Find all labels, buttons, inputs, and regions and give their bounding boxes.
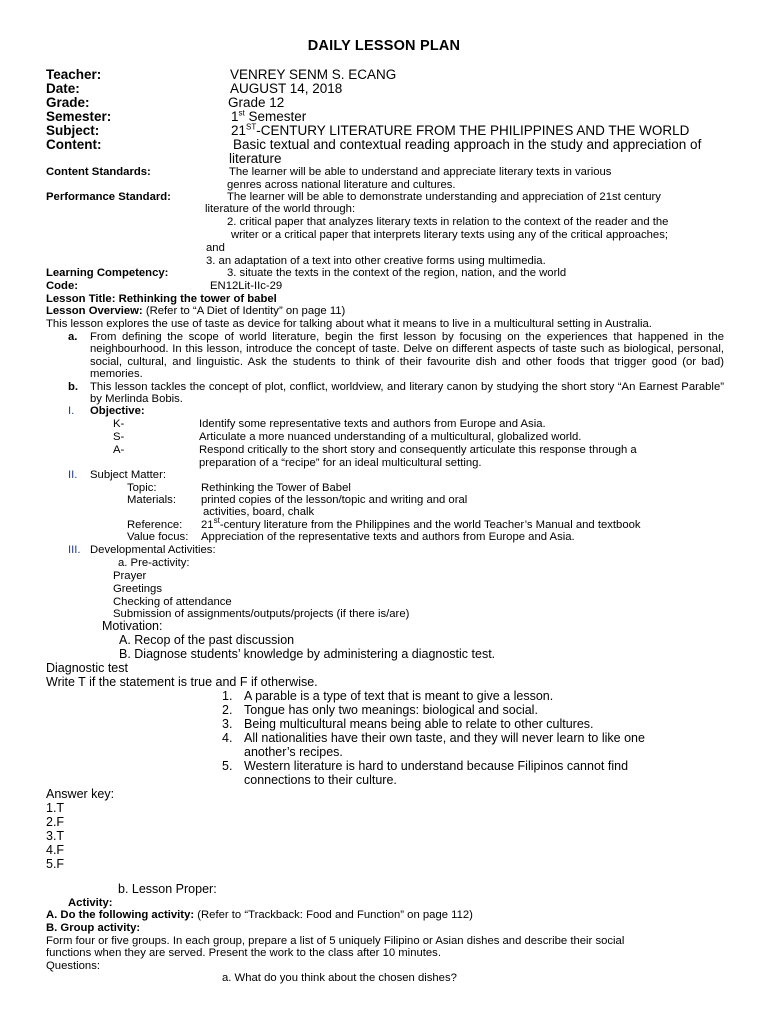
- objective-a-key: A-: [113, 444, 125, 456]
- objective-s: Articulate a more nuanced understanding of a multicultural, globalized world.: [199, 431, 582, 443]
- performance-line1: The learner will be able to demonstrate understanding and appreciation of 21st century: [227, 191, 661, 203]
- overview-a-marker: a.: [68, 331, 78, 343]
- diagnostic-item-text: A parable is a type of text that is meant to give a lesson.: [244, 689, 554, 703]
- document-title: DAILY LESSON PLAN: [307, 38, 461, 54]
- subject-matter-numeral: II.: [68, 469, 78, 481]
- topic-label: Topic:: [127, 482, 157, 494]
- activities-numeral: III.: [68, 544, 81, 556]
- content-standards-line2: genres across national literature and cultures.: [227, 179, 456, 191]
- subject-label: Subject:: [46, 123, 100, 138]
- motivation-heading: Motivation:: [102, 619, 163, 633]
- diagnostic-title: Diagnostic test: [46, 661, 128, 675]
- objective-a-line1: Respond critically to the short story and consequently articulate this response through a: [199, 444, 637, 456]
- grade-label: Grade:: [46, 95, 90, 110]
- content-value-line1: Basic textual and contextual reading approach in the study and appreciation of: [233, 137, 702, 152]
- objective-k-key: K-: [113, 418, 125, 430]
- diagnostic-item-number: 5.: [222, 759, 233, 773]
- answer-key-item: 3.T: [46, 829, 65, 843]
- semester-label: Semester:: [46, 109, 112, 124]
- diagnostic-item-text: Western literature is hard to understand because Filipinos cannot find: [244, 759, 629, 773]
- answer-key-item: 5.F: [46, 857, 65, 871]
- diagnostic-item-number: 1.: [222, 689, 233, 703]
- diagnostic-item-text: Tongue has only two meanings: biological and social.: [244, 703, 538, 717]
- pre-activity-item: Checking of attendance: [113, 596, 232, 608]
- lesson-title: Lesson Title: Rethinking the tower of babel: [46, 293, 277, 305]
- activity-a: A. Do the following activity: (Refer to “Trackback: Food and Function” on page 112): [46, 909, 473, 921]
- code-value: EN12Lit-IIc-29: [210, 280, 283, 292]
- date-label: Date:: [46, 81, 80, 96]
- answer-key-heading: Answer key:: [46, 787, 115, 801]
- diagnostic-item-text: Being multicultural means being able to relate to other cultures.: [244, 717, 594, 731]
- topic-value: Rethinking the Tower of Babel: [201, 482, 351, 494]
- value-focus-value: Appreciation of the representative texts and authors from Europe and Asia.: [201, 531, 575, 543]
- diagnostic-item-number: 4.: [222, 731, 233, 745]
- content-value-line2: literature: [229, 151, 282, 166]
- content-standards-line1: The learner will be able to understand and appreciate literary texts in various: [229, 166, 612, 178]
- performance-line2: literature of the world through:: [205, 203, 356, 215]
- objective-a-line2: preparation of a “recipe” for an ideal multicultural setting.: [199, 457, 482, 469]
- overview-b-marker: b.: [68, 381, 79, 393]
- pre-activity-heading: a. Pre-activity:: [118, 557, 190, 569]
- activity-heading: Activity:: [68, 897, 113, 909]
- lesson-overview: Lesson Overview: (Refer to “A Diet of Identity” on page 11): [46, 305, 346, 317]
- materials-line2: activities, board, chalk: [203, 506, 315, 518]
- overview-a-text: From defining the scope of world literature, begin the first lesson by focusing on the experiences that happened in the neighbourhood. In this lesson, introduce the concept of taste. Delve on different aspects of taste such as biological, personal, social, cultural, and linguistic. Ask the students to think of their favourite dish and other foods that trigger good (or bad) memories.: [90, 331, 724, 381]
- diagnostic-item-number: 2.: [222, 703, 233, 717]
- answer-key-item: 1.T: [46, 801, 65, 815]
- diagnostic-instruction: Write T if the statement is true and F if otherwise.: [46, 675, 318, 689]
- objective-k: Identify some representative texts and authors from Europe and Asia.: [199, 418, 546, 430]
- group-activity-line2: functions when they are served. Present the work to the class after 10 minutes.: [46, 947, 441, 959]
- performance-line6: 3. an adaptation of a text into other creative forms using multimedia.: [206, 255, 546, 267]
- diagnostic-item-text-continued: connections to their culture.: [244, 773, 397, 787]
- reference-label: Reference:: [127, 519, 183, 531]
- overview-b-text: This lesson tackles the concept of plot, conflict, worldview, and literary canon by studying the short story “An Earnest Parable” by Merlinda Bobis.: [90, 381, 724, 406]
- questions-heading: Questions:: [46, 960, 101, 972]
- learning-competency-label: Learning Competency:: [46, 267, 169, 279]
- answer-key-item: 4.F: [46, 843, 65, 857]
- content-standards-label: Content Standards:: [46, 166, 151, 178]
- subject-value: 21ST-CENTURY LITERATURE FROM THE PHILIPPINES AND THE WORLD: [231, 122, 690, 138]
- answer-key-item: 2.F: [46, 815, 65, 829]
- grade-value: Grade 12: [228, 95, 285, 110]
- pre-activity-item: Greetings: [113, 583, 162, 595]
- subject-matter-heading: Subject Matter:: [90, 469, 166, 481]
- teacher-label: Teacher:: [46, 67, 102, 82]
- materials-line1: printed copies of the lesson/topic and writing and oral: [201, 494, 468, 506]
- teacher-value: VENREY SENM S. ECANG: [230, 67, 397, 82]
- materials-label: Materials:: [127, 494, 176, 506]
- objective-s-key: S-: [113, 431, 125, 443]
- question-a: a. What do you think about the chosen dishes?: [222, 972, 457, 984]
- performance-line3: 2. critical paper that analyzes literary texts in relation to the context of the reader and the: [227, 216, 669, 228]
- performance-line5: and: [206, 242, 225, 254]
- semester-value: 1st Semester: [231, 108, 307, 124]
- lesson-intro: This lesson explores the use of taste as device for talking about what it means to live in a multicultural setting in Australia.: [46, 318, 652, 330]
- performance-line4: writer or a critical paper that interprets literary texts using any of the critical approaches;: [231, 229, 669, 241]
- reference-value: 21st-century literature from the Philippines and the world Teacher’s Manual and textbook: [201, 516, 641, 531]
- diagnostic-item-text: All nationalities have their own taste, and they will never learn to like one: [244, 731, 645, 745]
- performance-standard-label: Performance Standard:: [46, 191, 171, 203]
- date-value: AUGUST 14, 2018: [230, 81, 343, 96]
- content-label: Content:: [46, 137, 102, 152]
- group-activity-heading: B. Group activity:: [46, 922, 141, 934]
- code-label: Code:: [46, 280, 79, 292]
- learning-competency-value: 3. situate the texts in the context of the region, nation, and the world: [227, 267, 567, 279]
- lesson-proper-heading: b. Lesson Proper:: [118, 882, 217, 896]
- motivation-b: B. Diagnose students’ knowledge by administering a diagnostic test.: [119, 647, 496, 661]
- motivation-a: A. Recop of the past discussion: [119, 633, 295, 647]
- group-activity-line1: Form four or five groups. In each group, prepare a list of 5 uniquely Filipino or Asian dishes and describe their social: [46, 935, 625, 947]
- diagnostic-item-number: 3.: [222, 717, 233, 731]
- objective-heading: Objective:: [90, 405, 145, 417]
- objective-numeral: I.: [68, 405, 75, 417]
- value-focus-label: Value focus:: [127, 531, 189, 543]
- activities-heading: Developmental Activities:: [90, 544, 216, 556]
- diagnostic-item-text-continued: another’s recipes.: [244, 745, 343, 759]
- pre-activity-item: Prayer: [113, 570, 147, 582]
- pre-activity-item: Submission of assignments/outputs/projects (if there is/are): [113, 608, 410, 620]
